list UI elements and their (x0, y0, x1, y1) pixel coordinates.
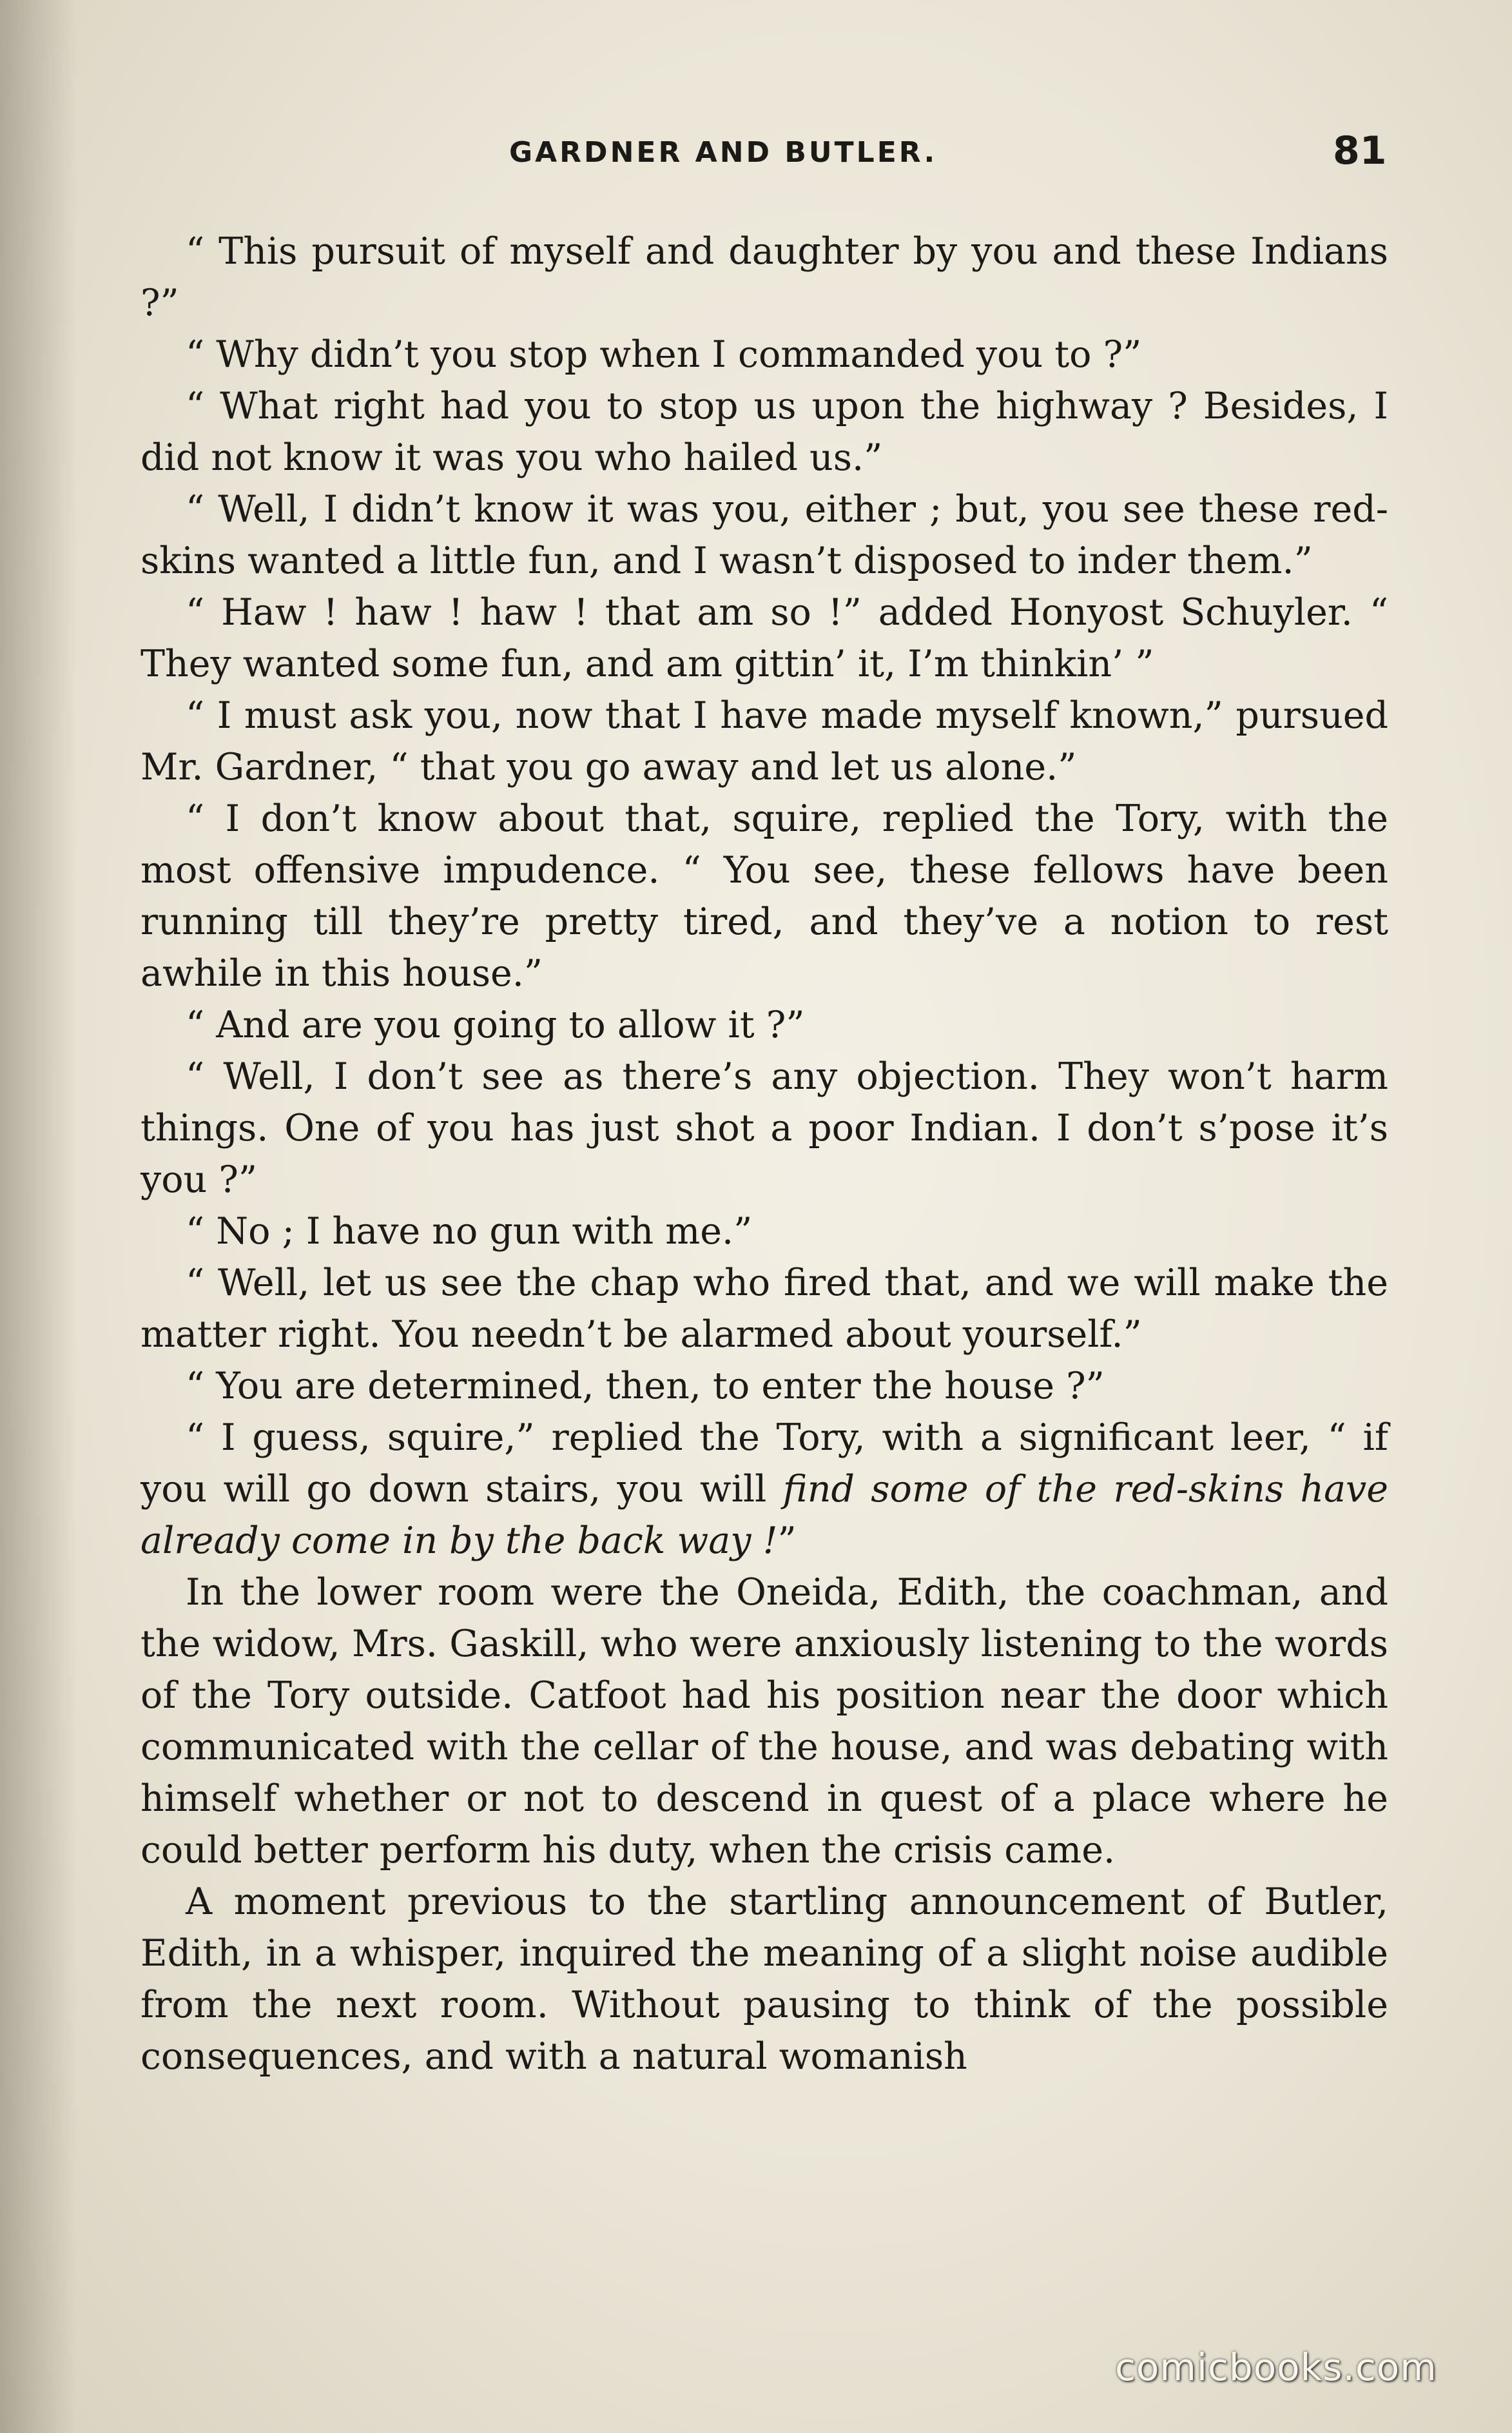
spine-shadow (0, 0, 77, 2433)
paragraph-text: “ I guess, squire,” replied the Tory, with a significant leer, “ if you will go down stairs, you will (141, 1416, 1388, 1510)
paragraph: In the lower room were the Oneida, Edith, the coachman, and the widow, Mrs. Gaskill, who were anxiously listening to the words of the Tory outside. Catfoot had his position near the door which communicated with the cellar of the house, and was debating with himself whether or not to descend in quest of a place where he could better perform his duty, when the crisis came. (141, 1571, 1388, 1871)
paragraph: “ What right had you to stop us upon the highway ? Besides, I did not know it was you who hailed us.” (141, 385, 1388, 479)
paragraph: “ Well, I didn’t know it was you, either ; but, you see these red-skins wanted a little fun, and I wasn’t disposed to inder them.” (141, 488, 1388, 582)
paragraph (141, 1412, 1388, 1567)
paragraph: “ Why didn’t you stop when I commanded you to ?” (186, 333, 1142, 376)
paragraph: “ Well, I don’t see as there’s any objection. They won’t harm things. One of you has just shot a poor Indian. I don’t s’pose it’s you ?” (141, 1055, 1388, 1201)
paragraph: “ I must ask you, now that I have made myself known,” pursued Mr. Gardner, “ that you go away and let us alone.” (141, 694, 1388, 788)
paragraph: “ Well, let us see the chap who fired that, and we will make the matter right. You needn’t be alarmed about yourself.” (141, 1262, 1388, 1356)
paragraph: “ You are determined, then, to enter the house ?” (186, 1365, 1105, 1407)
page-header (0, 128, 1512, 184)
paragraph: “ Haw ! haw ! haw ! that am so !” added Honyost Schuyler. “ They wanted some fun, and am gittin’ it, I’m thinkin’ ” (141, 591, 1388, 685)
watermark: comicbooks.com (1115, 2345, 1437, 2389)
italic-text: find some of the red-skins have already come in by the back way ! (141, 1468, 1388, 1562)
page-number: 81 (1333, 128, 1387, 173)
body-text (141, 226, 1388, 2082)
paragraph: “ I don’t know about that, squire, replied the Tory, with the most offensive impudence. “ You see, these fellows have been running till they’re pretty tired, and they’ve a notion to rest awhile in this house.” (141, 797, 1388, 995)
paragraph: “ And are you going to allow it ?” (186, 1004, 805, 1046)
running-head: GARDNER AND BUTLER. (509, 136, 938, 169)
paragraph: “ No ; I have no gun with me.” (186, 1210, 753, 1253)
paragraph: “ This pursuit of myself and daughter by you and these Indians ?” (141, 230, 1388, 324)
paragraph: A moment previous to the startling announcement of Butler, Edith, in a whisper, inquired the meaning of a slight noise audible from the next room. Without pausing to think of the possible consequences, and with a natural womanish (141, 1881, 1388, 2078)
paragraph-text: ” (777, 1519, 797, 1562)
